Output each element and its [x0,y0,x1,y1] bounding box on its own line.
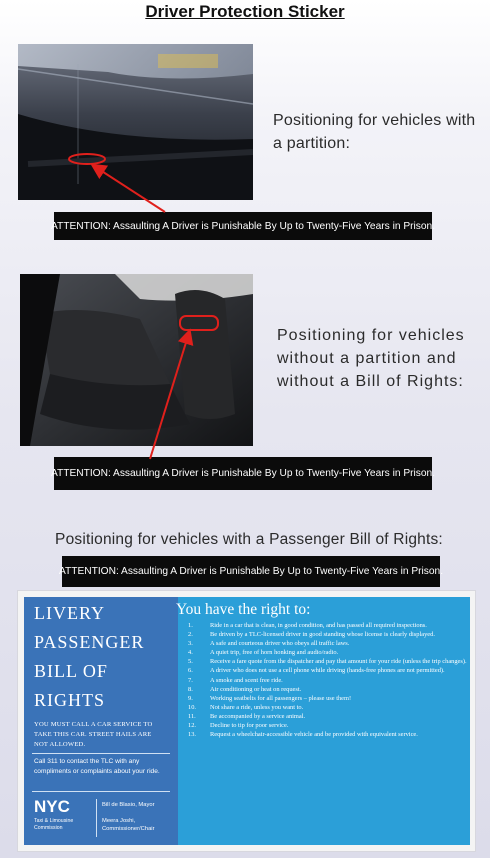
page-title: Driver Protection Sticker [145,2,345,21]
right-text: A driver who does not use a cell phone while driving (hands-free phones are not permitted). [210,667,445,675]
right-item [188,676,468,685]
right-text: Working seatbelts for all passengers – please use them! [210,694,352,702]
nyc-logo [34,797,92,839]
right-number: 9. [188,694,193,702]
nyc-logo-subtitle: Taxi & Limousine Commission [34,818,74,831]
right-text: Be accompanied by a service animal. [210,712,306,720]
right-number: 3. [188,640,193,648]
no-partition-caption: Positioning for vehicles without a partition and without a Bill of Rights: [277,327,465,390]
right-item [188,694,468,703]
partition-attention-banner: ATTENTION: Assaulting A Driver is Punishable By Up to Twenty-Five Years in Prison. [54,212,432,240]
right-item [188,703,468,712]
street-hail-warning: YOU MUST CALL A CAR SERVICE TO TAKE THIS CAR. STREET HAILS ARE NOT ALLOWED. [34,721,153,748]
right-item [188,630,468,639]
rights-title: You have the right to: [176,601,311,618]
bill-of-rights-attention-banner: ATTENTION: Assaulting A Driver is Punishable By Up to Twenty-Five Years in Prison. [62,556,440,587]
arrow-no-partition [150,336,188,459]
right-number: 13. [188,731,196,739]
bill-of-rights-left-panel [24,597,179,845]
bill-of-rights-caption: Positioning for vehicles with a Passenger Bill of Rights: [55,531,443,548]
right-number: 4. [188,649,193,657]
mayor-credit: Bill de Blasio, Mayor [102,802,155,808]
right-number: 5. [188,658,193,666]
right-item [188,657,468,666]
right-item [188,648,468,657]
arrow-partition [97,168,165,212]
right-item [188,721,468,730]
right-item [188,730,468,739]
right-item [188,639,468,648]
right-text: A quiet trip, free of horn honking and audio/radio. [210,649,339,657]
right-text: Ride in a car that is clean, in good condition, and has passed all required inspections. [210,622,427,629]
commissioner-credit: Meera Joshi, Commissioner/Chair [102,818,155,832]
rights-list [188,621,468,739]
right-number: 7. [188,676,193,684]
contact-tlc-text: Call 311 to contact the TLC with any compliments or complaints about your ride. [34,758,160,775]
nyc-logo-text: NYC [34,797,70,816]
right-number: 2. [188,631,193,639]
logo-divider [96,799,97,837]
bor-heading-line-3: BILL OF [34,661,108,681]
divider [32,753,170,754]
right-text: Decline to tip for poor service. [210,722,289,730]
right-item [188,685,468,694]
divider [32,791,170,792]
right-number: 1. [188,622,193,629]
right-item [188,712,468,721]
right-text: A smoke and scent free ride. [210,676,283,684]
no-partition-attention-banner: ATTENTION: Assaulting A Driver is Punishable By Up to Twenty-Five Years in Prison. [54,457,432,490]
right-text: Request a wheelchair-accessible vehicle and be provided with equivalent service. [210,731,418,739]
bor-heading-line-4: RIGHTS [34,690,106,710]
passenger-bill-of-rights-sign [17,590,476,852]
right-number: 10. [188,703,196,711]
right-number: 11. [188,712,196,720]
right-text: Not share a ride, unless you want to. [210,703,304,711]
right-item [188,666,468,675]
right-text: Receive a fare quote from the dispatcher and pay that amount for your ride (unless the trip changes). [210,658,467,666]
right-text: A safe and courteous driver who obeys all traffic laws. [210,640,350,648]
bor-heading-line-1: LIVERY [34,603,105,623]
partition-caption: Positioning for vehicles with a partition: [273,112,476,152]
right-number: 6. [188,667,193,675]
right-text: Be driven by a TLC-licensed driver in good standing whose license is clearly displayed. [210,631,435,639]
right-number: 8. [188,685,193,693]
right-item [188,621,468,630]
right-text: Air conditioning or heat on request. [210,685,302,693]
bor-heading-line-2: PASSENGER [34,632,145,652]
right-number: 12. [188,722,196,730]
